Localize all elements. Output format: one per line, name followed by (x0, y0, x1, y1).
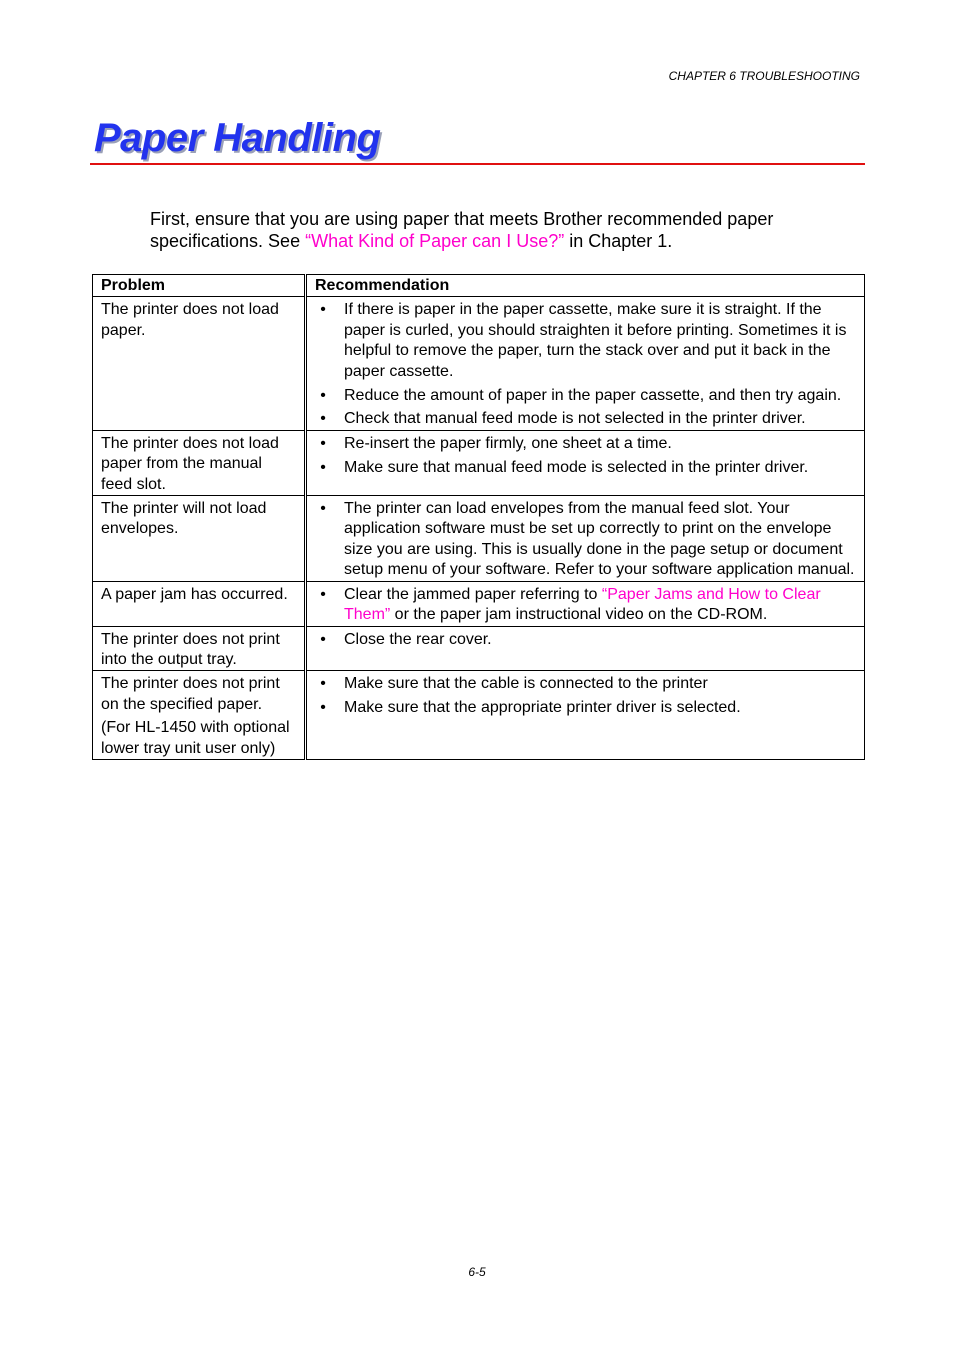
problem-cell (93, 581, 306, 626)
recommendation-list (315, 499, 856, 581)
table-row (93, 496, 865, 582)
recommendation-cell (306, 297, 865, 430)
table-header-row (93, 275, 865, 297)
intro-cross-reference-link[interactable]: “What Kind of Paper can I Use?” (305, 231, 565, 251)
recommendation-cell (306, 496, 865, 582)
recommendation-list (315, 300, 856, 429)
table-row (93, 581, 865, 626)
recommendation-item (315, 409, 856, 429)
bullet-icon: • (320, 301, 326, 319)
chapter-header: CHAPTER 6 TROUBLESHOOTING (668, 69, 860, 83)
recommendation-text: Re-insert the paper firmly, one sheet at a time. (344, 434, 672, 452)
recommendation-list (315, 630, 856, 650)
bullet-icon: • (320, 699, 326, 717)
problem-text: The printer does not load paper from the manual feed slot. (101, 434, 279, 493)
bullet-icon: • (320, 585, 326, 603)
bullet-icon: • (320, 386, 326, 404)
problem-text: A paper jam has occurred. (101, 585, 288, 603)
recommendation-item (315, 674, 856, 694)
recommendation-list (315, 585, 856, 626)
title-rule (90, 163, 865, 165)
recommendation-text: Clear the jammed paper referring to (344, 585, 602, 603)
page-number: 6-5 (468, 1265, 486, 1279)
recommendation-list (315, 434, 856, 478)
intro-text: First, ensure that you are using paper that meets Brother recommended paper specifications. See (150, 209, 774, 251)
recommendation-item (315, 458, 856, 478)
troubleshooting-table (92, 274, 865, 760)
recommendation-item (315, 630, 856, 650)
problem-text: (For HL-1450 with optional lower tray unit user only) (101, 719, 290, 757)
recommendation-item (315, 499, 856, 581)
recommendation-cell (306, 581, 865, 626)
bullet-icon: • (320, 434, 326, 452)
problem-cell (93, 626, 306, 671)
table-row (93, 626, 865, 671)
bullet-icon: • (320, 458, 326, 476)
recommendation-text: The printer can load envelopes from the manual feed slot. Your application software must be set up correctly to print on the envelope size you are using. This is usually done in the page setup or document setup menu of your software. Refer to your software application manual. (344, 500, 855, 579)
bullet-icon: • (320, 500, 326, 518)
problem-text: The printer does not print on the specified paper. (101, 675, 280, 713)
problem-text: The printer does not print into the output tray. (101, 630, 280, 668)
problem-cell (93, 297, 306, 430)
recommendation-item (315, 698, 856, 718)
recommendation-text: Make sure that the cable is connected to the printer (344, 675, 708, 693)
table-row (93, 430, 865, 495)
column-header-problem: Problem (93, 275, 306, 297)
recommendation-text: Check that manual feed mode is not selected in the printer driver. (344, 410, 806, 428)
table-body (93, 297, 865, 760)
recommendation-text: Make sure that the appropriate printer driver is selected. (344, 699, 741, 717)
recommendation-item (315, 300, 856, 382)
bullet-icon: • (320, 630, 326, 648)
recommendation-cell (306, 626, 865, 671)
problem-text: The printer does not load paper. (101, 301, 279, 339)
intro-text-end: in Chapter 1. (564, 231, 673, 251)
page-title: Paper Handling (94, 116, 381, 160)
recommendation-text: If there is paper in the paper cassette, make sure it is straight. If the paper is curled, you should straighten it before printing. Sometimes it is helpful to remove the paper, turn the stack over and put it back in the paper cassette. (344, 301, 847, 380)
intro-paragraph (150, 208, 850, 252)
recommendation-item (315, 386, 856, 406)
recommendation-cell (306, 430, 865, 495)
cross-reference-link[interactable]: “Paper Jams and How to Clear Them” (344, 585, 821, 624)
problem-text: The printer will not load envelopes. (101, 500, 267, 538)
recommendation-text: Reduce the amount of paper in the paper cassette, and then try again. (344, 386, 842, 404)
bullet-icon: • (320, 675, 326, 693)
problem-cell (93, 496, 306, 582)
recommendation-cell (306, 671, 865, 760)
recommendation-text-end: or the paper jam instructional video on the CD-ROM. (390, 606, 768, 624)
table-row (93, 297, 865, 430)
recommendation-item (315, 585, 856, 626)
recommendation-item (315, 434, 856, 454)
recommendation-list (315, 674, 856, 718)
recommendation-text: Close the rear cover. (344, 630, 492, 648)
problem-cell (93, 430, 306, 495)
column-header-recommendation: Recommendation (306, 275, 865, 297)
recommendation-text: Make sure that manual feed mode is selected in the printer driver. (344, 458, 809, 476)
bullet-icon: • (320, 410, 326, 428)
problem-cell (93, 671, 306, 760)
table-row (93, 671, 865, 760)
